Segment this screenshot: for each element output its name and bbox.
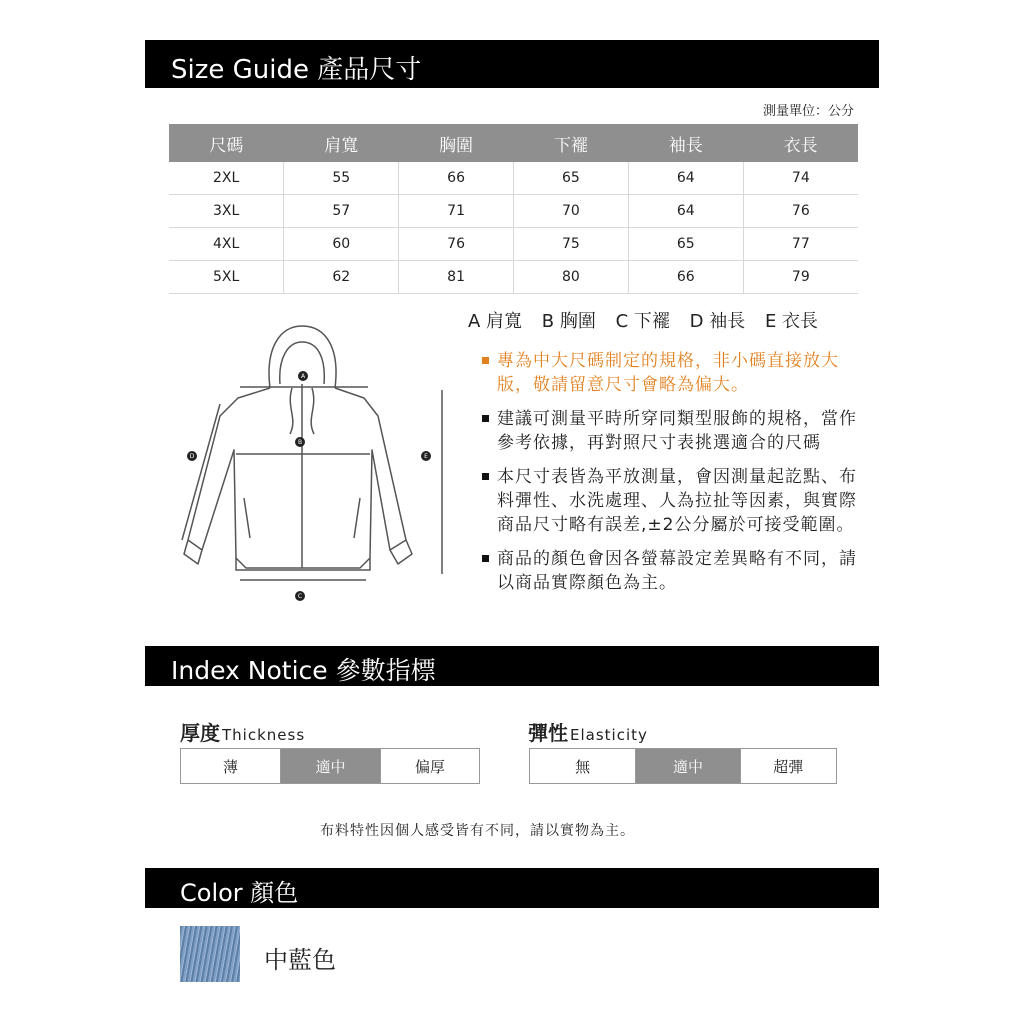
table-cell: 55: [284, 162, 399, 195]
note-text: 專為中大尺碼制定的規格，非小碼直接放大版，敬請留意尺寸會略為偏大。: [497, 351, 839, 395]
table-row: [169, 162, 858, 195]
table-cell: 2XL: [169, 162, 284, 195]
note-item: [482, 349, 857, 397]
note-item: [482, 465, 857, 537]
table-cell: 65: [628, 228, 743, 261]
marker-c-label: C: [297, 593, 303, 600]
color-swatch: [180, 926, 240, 982]
note-text: 建議可測量平時所穿同類型服飾的規格，當作參考依據，再對照尺寸表挑選適合的尺碼: [497, 409, 857, 453]
elasticity-label: [528, 717, 648, 746]
bullet-icon: [482, 555, 489, 562]
elasticity-label-zh: 彈性: [528, 721, 568, 745]
table-cell: 71: [399, 195, 514, 228]
legend-item: D 袖長: [689, 311, 746, 332]
col-header: 尺碼: [169, 124, 284, 162]
table-cell: 70: [513, 195, 628, 228]
legend-item: A 肩寬: [468, 311, 523, 332]
table-cell: 74: [743, 162, 858, 195]
col-header: 肩寬: [284, 124, 399, 162]
elasticity-label-en: Elasticity: [570, 726, 648, 744]
size-table-header-row: [169, 124, 858, 162]
note-text: 商品的顏色會因各螢幕設定差異略有不同，請以商品實際顏色為主。: [497, 549, 857, 593]
note-item: [482, 407, 857, 455]
table-cell: 76: [399, 228, 514, 261]
elasticity-scale: [529, 748, 837, 784]
marker-d-label: D: [189, 453, 195, 460]
thickness-option: 偏厚: [414, 757, 445, 776]
table-cell: 80: [513, 261, 628, 294]
col-header: 胸圍: [399, 124, 514, 162]
bullet-icon: [482, 473, 489, 480]
table-cell: 66: [399, 162, 514, 195]
legend-item: B 胸圍: [541, 311, 596, 332]
col-header: 衣長: [743, 124, 858, 162]
note-text: 本尺寸表皆為平放測量，會因測量起訖點、布料彈性、水洗處理、人為拉扯等因素，與實際商品尺寸略有誤差,±2公分屬於可接受範圍。: [497, 467, 857, 535]
color-name: 中藍色: [264, 946, 336, 974]
table-cell: 79: [743, 261, 858, 294]
table-cell: 65: [513, 162, 628, 195]
fabric-note: 布料特性因個人感受皆有不同，請以實物為主。: [320, 823, 635, 839]
col-header: 下襬: [513, 124, 628, 162]
elasticity-option: 超彈: [773, 757, 804, 776]
table-cell: 75: [513, 228, 628, 261]
marker-e-label: E: [424, 453, 428, 460]
table-cell: 64: [628, 195, 743, 228]
size-guide-title: Size Guide 產品尺寸: [171, 55, 422, 85]
measure-unit: 測量單位：公分: [762, 104, 854, 119]
table-cell: 57: [284, 195, 399, 228]
table-row: [169, 228, 858, 261]
table-cell: 3XL: [169, 195, 284, 228]
note-item: [482, 547, 857, 595]
legend-item: C 下襬: [615, 311, 670, 332]
bullet-icon: [482, 415, 489, 422]
table-cell: 5XL: [169, 261, 284, 294]
thickness-label: [180, 717, 305, 746]
table-cell: 60: [284, 228, 399, 261]
elasticity-option-selected: 適中: [636, 749, 740, 783]
thickness-option-selected: 適中: [281, 749, 381, 783]
legend-item: E 衣長: [764, 311, 819, 332]
hoodie-diagram: [180, 318, 450, 608]
table-cell: 76: [743, 195, 858, 228]
bullet-icon: [482, 357, 489, 364]
color-header: [145, 868, 879, 908]
col-header: 袖長: [628, 124, 743, 162]
marker-b-label: B: [297, 439, 303, 446]
table-cell: 4XL: [169, 228, 284, 261]
table-row: [169, 261, 858, 294]
measurement-legend: [468, 307, 818, 333]
table-cell: 81: [399, 261, 514, 294]
index-notice-title: Index Notice 參數指標: [171, 656, 436, 685]
table-cell: 64: [628, 162, 743, 195]
index-notice-header: [145, 646, 879, 686]
thickness-option: 薄: [181, 749, 281, 783]
thickness-scale: [180, 748, 480, 784]
thickness-label-zh: 厚度: [180, 721, 220, 745]
elasticity-option: 無: [530, 749, 636, 783]
marker-a-label: A: [300, 373, 306, 380]
table-cell: 62: [284, 261, 399, 294]
size-notes: [482, 349, 857, 605]
size-guide-header: [145, 40, 879, 88]
table-cell: 77: [743, 228, 858, 261]
thickness-label-en: Thickness: [222, 726, 306, 744]
table-row: [169, 195, 858, 228]
table-cell: 66: [628, 261, 743, 294]
color-title: Color 顏色: [180, 879, 299, 907]
size-table: [169, 124, 858, 294]
